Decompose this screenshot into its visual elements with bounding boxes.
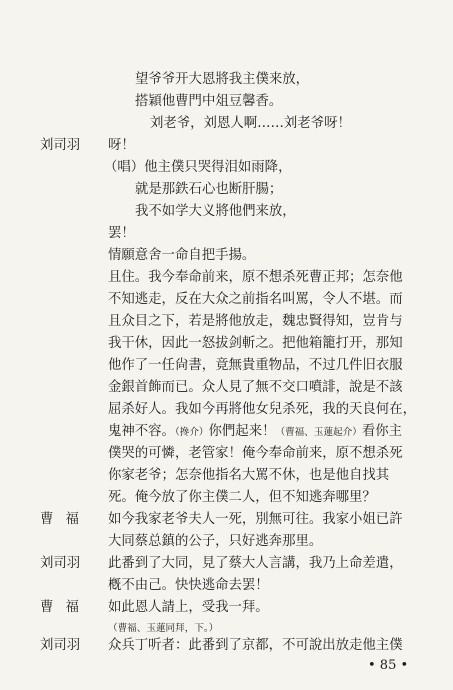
prose-line: 僕哭的可憐，老管家！俺今奉命前来，原不想杀死 [108, 446, 403, 461]
prose-line: 不知逃走，反在大众之前指名叫罵，令人不堪。而 [108, 292, 403, 307]
dialogue-line: 如此恩人請上，受我一拜。 [108, 600, 269, 615]
prose-line: 屈杀好人。我如今再將他女兒杀死，我的天良何在， [108, 402, 416, 417]
dialogue-line: 此番到了大同，見了蔡大人言講，我乃上命差遣， [108, 556, 403, 571]
speaker-name: 刘司羽 [40, 638, 81, 653]
speaker-name: 刘司羽 [40, 556, 81, 571]
speaker-name: 曹福 [40, 600, 91, 615]
prose-line: 且众目之下，若是將他放走，魏忠賢得知，豈肯与 [108, 314, 403, 329]
stage-direction: （曹福、玉蓮同拜，下。） [108, 623, 219, 634]
prose-text: 你們起来！ [208, 424, 276, 439]
verse-line: （唱）他主僕只哭得泪如雨降， [104, 160, 292, 175]
prose-text: 鬼神不容。 [108, 424, 175, 439]
speaker-name: 曹福 [40, 512, 91, 527]
dialogue-line: 槪不由己。快快逃命去罢！ [108, 578, 269, 593]
dialogue-line: 如今我家老爷夫人一死，別無可往。我家小姐已許 [108, 512, 403, 527]
prose-line: 我干休，因此一怒拔剑斬之。把他箱籠打开，那知 [108, 336, 403, 351]
prose-line: 你家老爷；怎奈他指名大罵不休，也是他自找其 [108, 468, 390, 483]
stage-direction: （搀介） [174, 427, 209, 438]
speaker-name: 刘司羽 [40, 138, 81, 153]
stage-direction: （曹福、玉蓮起介） [275, 427, 362, 438]
dialogue-line: 大同蔡总鎮的公子，只好逃奔那里。 [108, 534, 323, 549]
verse-line: 我不如学大义將他們来放， [135, 204, 296, 219]
prose-line: 金銀首飾而已。众人見了無不交口噴誹，說是不該 [108, 380, 403, 395]
verse-line: 搭穎他曹門中俎豆馨香。 [135, 94, 283, 109]
verse-line: 情願意舍一命自把手揚。 [108, 248, 256, 263]
prose-line: 且住。我今奉命前来，原不想杀死曹正邦；怎奈他 [108, 270, 403, 285]
page-number: • 85 • [368, 658, 409, 673]
prose-line [108, 423, 402, 442]
dialogue-line: 刘老爷，刘恩人啊……刘老爷呀！ [150, 116, 351, 131]
verse-line: 望爷爷开大恩將我主僕来放， [135, 72, 310, 87]
dialogue-line: 罢！ [108, 226, 135, 241]
verse-line: 就是那鉄石心也断肝腸； [135, 182, 283, 197]
prose-line: 他作了一任尙書，竟無貴重物品，不过几件旧衣服 [108, 358, 403, 373]
prose-line: 死。俺今放了你主僕二人，但不知逃奔哪里？ [108, 490, 376, 505]
prose-text: 看你主 [361, 424, 402, 439]
dialogue-line: 众兵丁听者：此番到了京都，不可說出放走他主僕 [108, 638, 403, 653]
dialogue-line: 呀！ [108, 138, 135, 153]
